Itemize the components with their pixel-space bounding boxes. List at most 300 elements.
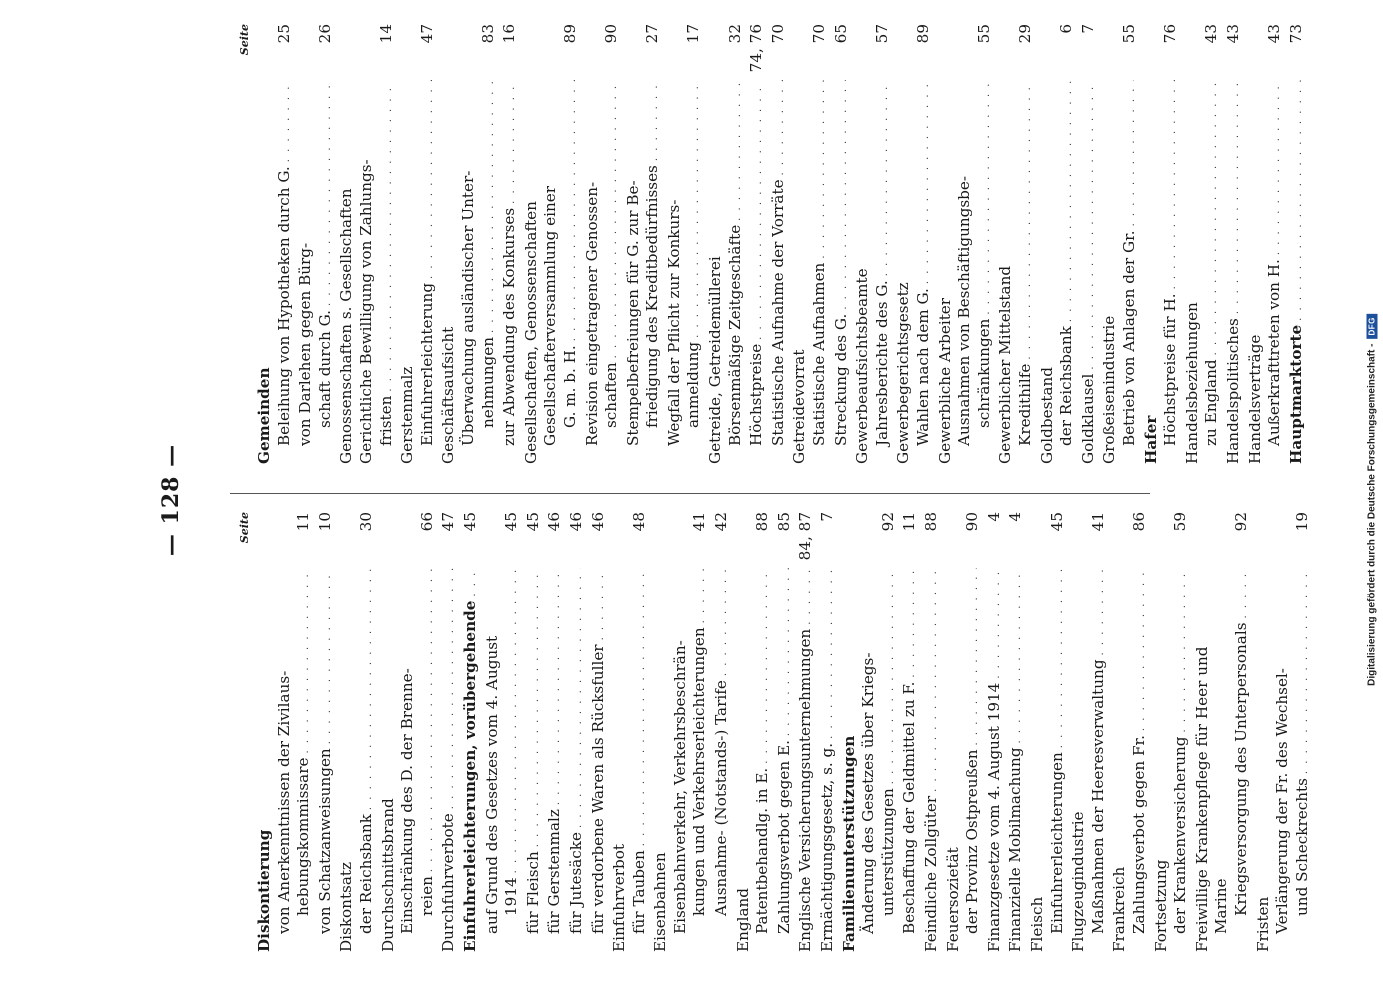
index-entry: [955, 24, 975, 464]
index-entry-page: 70: [768, 24, 787, 44]
index-entry-term: Gerstenmalz: [398, 366, 417, 464]
index-entry: [379, 512, 399, 952]
index-entry: [524, 512, 546, 952]
index-entry-term: Maßnahmen der Heeresverwaltung: [1088, 659, 1107, 934]
index-entry-page: 46: [566, 512, 585, 532]
index-entry: [296, 24, 316, 464]
index-entry: [1057, 24, 1079, 464]
index-entry-page: 19: [1292, 512, 1311, 532]
index-entry-term: Englische Versicherungsunternehmungen: [796, 628, 815, 952]
index-entry: [1293, 512, 1315, 952]
index-entry: [357, 24, 377, 464]
index-entry: [963, 512, 985, 952]
index-entry: [610, 512, 630, 952]
leader-dots: [504, 568, 524, 873]
index-entry: [561, 24, 583, 464]
leader-dots: [798, 568, 818, 625]
index-entry-term: Getreidevorrat: [790, 349, 809, 464]
index-entry-term: für Jutesäcke: [566, 832, 585, 934]
index-entry: [1265, 24, 1287, 464]
leader-dots: [547, 568, 567, 805]
index-entry-term: Geschäftsaufsicht: [439, 326, 458, 464]
index-entry: [567, 512, 589, 952]
index-entry: [859, 512, 879, 952]
leader-dots: [632, 568, 652, 846]
index-entry: [337, 512, 357, 952]
leader-dots: [604, 80, 624, 358]
index-entry-term: Statistische Aufnahmen: [810, 262, 829, 446]
index-entry-term: Hauptmarktorte: [1286, 324, 1305, 464]
index-entry: [522, 24, 542, 464]
index-entry-term: Finanzielle Mobilmachung: [1006, 747, 1025, 952]
index-entry-term: zu England: [1202, 359, 1221, 446]
index-entry-page: 7: [818, 512, 837, 522]
index-entry-page: 89: [914, 24, 932, 44]
index-entry: [1120, 24, 1142, 464]
index-entry-page: 11: [900, 512, 919, 532]
index-entry-page: 45: [523, 512, 542, 532]
index-entry-term: Gewerbliche Arbeiter: [935, 297, 954, 464]
leader-dots: [902, 568, 922, 678]
leader-dots: [987, 568, 1007, 679]
index-entry: [985, 512, 1007, 952]
index-entry-term: der Reichsbank: [1057, 326, 1076, 446]
index-entry-term: Jahresberichte des G.: [872, 280, 891, 446]
index-entry: [1232, 512, 1254, 952]
leader-dots: [318, 80, 338, 306]
leader-dots: [481, 80, 501, 333]
index-entry: [1254, 512, 1274, 952]
index-entry: [790, 24, 810, 464]
leader-dots: [924, 568, 944, 792]
index-column-left: [235, 512, 1314, 952]
leader-dots: [977, 80, 997, 315]
index-entry-term: Durchfuhrverbote: [439, 813, 458, 952]
index-entry-term: Gerichtliche Bewilligung von Zahlungs-: [356, 159, 375, 464]
index-entry: [1069, 512, 1089, 952]
leader-dots: [591, 568, 611, 640]
index-entry-page: 46: [588, 512, 607, 532]
index-entry-term: G. m. b. H.: [560, 345, 579, 428]
index-entry-term: Frankreich: [1110, 866, 1129, 952]
index-entry-term: Flugzeugindustrie: [1069, 811, 1088, 952]
leader-dots: [318, 568, 338, 744]
index-entry-page: 14: [376, 24, 395, 44]
leader-dots: [728, 80, 748, 221]
index-entry-term: Gemeinden: [255, 367, 273, 464]
index-entry-term: Diskontierung: [255, 829, 273, 952]
index-entry-term: Betrieb von Anlagen der Gr.: [1119, 230, 1138, 446]
leader-dots: [916, 80, 936, 284]
leader-dots: [692, 568, 712, 623]
index-entry-term: für Gerstenmalz: [545, 809, 564, 934]
dfg-logo: DFG: [1367, 314, 1378, 338]
index-entry-page: 10: [315, 512, 334, 532]
index-entry: [684, 24, 706, 464]
index-entry: [255, 24, 275, 464]
index-entry: [894, 24, 914, 464]
index-entry-term: der Krankenversicherung: [1171, 736, 1190, 934]
index-entry-page: 85: [774, 512, 793, 532]
index-entry: [1038, 24, 1058, 464]
index-entry: [726, 24, 748, 464]
index-entry-term: Ausnahme- (Notstands-) Tarife: [712, 680, 731, 916]
index-entry-term: Gewerbeaufsichtsbeamte: [853, 268, 872, 464]
index-entry: [1028, 512, 1048, 952]
index-entry-term: Streckung des G.: [831, 313, 850, 446]
index-entry-term: Fleisch: [1027, 896, 1046, 952]
index-entry: [541, 24, 561, 464]
index-entry-page: 66: [417, 512, 436, 532]
leader-dots: [820, 568, 840, 739]
index-entry-term: Finanzgesetze vom 4. August 1914: [984, 682, 1003, 952]
index-entry: [706, 24, 726, 464]
index-entry: [914, 24, 936, 464]
index-entry: [775, 512, 797, 952]
index-column-right: [235, 24, 1308, 464]
index-entry: [1224, 24, 1246, 464]
index-entry: [900, 512, 922, 952]
index-entry-term: Änderung des Gesetzes über Kriegs-: [859, 652, 878, 934]
index-entry: [377, 24, 399, 464]
index-entry-term: der Provinz Ostpreußen: [963, 749, 982, 934]
index-entry-page: 59: [1171, 512, 1190, 532]
index-entry-term: Hafer: [1141, 415, 1160, 464]
index-entry: [853, 24, 873, 464]
index-entry: [671, 512, 691, 952]
leader-dots: [812, 80, 832, 259]
index-entry: [545, 512, 567, 952]
index-entry-term: fristen: [376, 395, 395, 446]
index-entry: [753, 512, 775, 952]
index-entry: [769, 24, 791, 464]
index-entry-page: 16: [500, 24, 519, 44]
index-entry-page: 83: [478, 24, 497, 44]
index-entry-page: 4: [1006, 512, 1025, 522]
index-entry: [275, 512, 295, 952]
leader-dots: [420, 80, 440, 279]
index-entry: [398, 512, 418, 952]
leader-dots: [834, 80, 854, 310]
index-entry-term: Handelsbeziehungen: [1182, 302, 1201, 464]
index-entry-term: Zahlungsverbot gegen E.: [774, 740, 793, 934]
index-entry-page: 92: [1231, 512, 1250, 532]
index-entry: [1161, 24, 1183, 464]
index-entry: [1287, 24, 1309, 464]
index-entry-term: Patentbehandlg. in E.: [753, 767, 772, 934]
index-entry-term: Diskontsatz: [337, 861, 356, 952]
index-entry-page: 48: [629, 512, 648, 532]
leader-dots: [686, 80, 706, 338]
index-entry-term: Einschränkung des D. der Brenne-: [398, 668, 417, 934]
index-entry-page: 17: [684, 24, 703, 44]
index-entry-term: Großeisenindustrie: [1100, 315, 1119, 464]
index-entry: [1016, 24, 1038, 464]
index-entry-page: 30: [356, 512, 375, 532]
index-entry-page: 74, 76: [747, 24, 766, 73]
leader-dots: [777, 568, 797, 736]
column-header-seite: Seite: [238, 24, 251, 56]
index-entry-term: schränkungen: [974, 318, 993, 428]
index-entry-page: 86: [1129, 512, 1148, 532]
index-entry-page: 47: [417, 24, 436, 44]
index-entry: [712, 512, 734, 952]
index-entry-term: schaften: [602, 362, 621, 428]
index-entry-page: 45: [502, 512, 521, 532]
index-entry-term: hebungskommissare: [294, 757, 313, 916]
index-entry-term: Handelspolitisches: [1223, 318, 1242, 464]
index-entry: [747, 24, 769, 464]
leader-dots: [771, 80, 791, 175]
leader-dots: [1132, 568, 1152, 731]
leader-dots: [502, 80, 522, 204]
index-entry-page: 55: [974, 24, 993, 44]
index-entry: [975, 24, 997, 464]
index-entry-term: Kredithilfe: [1015, 363, 1034, 446]
index-entry-term: Statistische Aufnahme der Vorräte: [768, 179, 787, 446]
index-entry: [1079, 24, 1101, 464]
leader-dots: [1226, 80, 1246, 314]
index-entry-term: Getreide, Getreidemüllerei: [706, 256, 725, 464]
index-entry-term: zur Abwendung des Konkurses: [500, 207, 519, 446]
index-entry: [461, 512, 483, 952]
index-entry-page: 25: [274, 24, 293, 44]
index-entry-page: 45: [460, 512, 479, 532]
index-entry-term: Feuersozietät: [943, 847, 962, 952]
index-entry-term: Einfuhrerleichterungen: [1047, 752, 1066, 934]
index-entry-page: 43: [1223, 24, 1242, 44]
index-entry: [439, 24, 459, 464]
column-divider: [230, 493, 1150, 494]
index-entry: [294, 512, 316, 952]
index-entry-term: Verlängerung der Fr. des Wechsel-: [1273, 668, 1292, 934]
index-entry: [832, 24, 854, 464]
index-entry-page: 43: [1265, 24, 1284, 44]
index-entry-term: Wahlen nach dem G.: [914, 288, 932, 446]
index-entry-term: Wegfall der Pflicht zur Konkurs-: [664, 199, 683, 446]
index-entry-term: für Fleisch: [523, 851, 542, 934]
index-entry-term: Ausnahmen von Beschäftigungsbe-: [955, 175, 974, 446]
index-entry-term: 1914: [502, 877, 521, 916]
index-entry-term: Gesellschafterversammlung einer: [541, 185, 560, 446]
index-entry: [502, 512, 524, 952]
index-entry-term: Höchstpreise: [747, 343, 766, 446]
leader-dots: [1050, 568, 1070, 748]
index-entry-term: und Scheckrechts: [1292, 778, 1311, 916]
index-entry-page: 11: [294, 512, 313, 532]
index-entry-term: Revision eingetragener Genossen-: [582, 181, 601, 446]
index-entry: [1100, 24, 1120, 464]
leader-dots: [1081, 80, 1101, 370]
index-entry-page: 29: [1015, 24, 1034, 44]
index-entry: [583, 24, 603, 464]
index-entry-term: Goldbestand: [1037, 366, 1056, 464]
index-entry: [1212, 512, 1232, 952]
index-entry-page: 76: [1161, 24, 1180, 44]
leader-dots: [645, 80, 665, 161]
index-entry-term: Beleihung von Hypotheken durch G.: [274, 166, 293, 446]
leader-dots: [359, 568, 379, 810]
index-entry: [1246, 24, 1266, 464]
index-entry: [1142, 24, 1162, 464]
index-page: [100, 0, 1311, 1000]
index-entry: [1130, 512, 1152, 952]
index-entry-page: 41: [1088, 512, 1107, 532]
leader-dots: [526, 568, 546, 847]
leader-dots: [420, 568, 440, 872]
column-header-seite: Seite: [238, 512, 251, 544]
leader-dots: [965, 568, 985, 746]
index-entry-page: 65: [831, 24, 850, 44]
index-entry-term: Einfuhrerleichterung: [417, 282, 436, 446]
index-entry: [796, 512, 818, 952]
leader-dots: [569, 568, 589, 828]
index-entry: [1171, 512, 1193, 952]
index-entry-term: Zahlungsverbot gegen Fr.: [1129, 735, 1148, 934]
index-entry-term: Überwachung ausländischer Unter-: [458, 170, 477, 446]
index-entry-term: für Tauben: [629, 850, 648, 934]
index-entry-term: Gewerblicher Mittelstand: [996, 265, 1015, 464]
index-entry-term: reien: [417, 876, 436, 916]
index-entry-term: kungen und Verkehrserleichterungen: [690, 627, 709, 916]
index-entry-term: Außerkrafttreten von H.: [1265, 259, 1284, 446]
index-entry: [651, 512, 671, 952]
leader-dots: [296, 568, 316, 754]
index-entry: [690, 512, 712, 952]
index-entry-page: 26: [315, 24, 334, 44]
index-entry: [255, 512, 275, 952]
index-entry-page: 57: [872, 24, 891, 44]
index-entry-term: Familienunterstützungen: [839, 735, 858, 952]
leader-dots: [379, 80, 399, 392]
index-entry: [810, 24, 832, 464]
index-entry-page: 4: [984, 512, 1003, 522]
index-entry-page: 46: [545, 512, 564, 532]
index-entry: [316, 24, 338, 464]
digitization-credit-text: Digitalisierung gefördert durch die Deutsche Forschungsgemeinschaft -: [1366, 343, 1378, 686]
index-entry: [483, 512, 503, 952]
leader-dots: [714, 568, 734, 676]
index-entry: [936, 24, 956, 464]
index-entry-page: 92: [878, 512, 897, 532]
index-entry-term: nehmungen: [478, 336, 497, 428]
index-entry: [665, 24, 685, 464]
index-entry-page: 41: [690, 512, 709, 532]
index-entry: [944, 512, 964, 952]
index-entry: [439, 512, 461, 952]
index-entry: [316, 512, 338, 952]
index-entry-page: 27: [643, 24, 662, 44]
index-entry: [459, 24, 479, 464]
index-entry: [1110, 512, 1130, 952]
index-entry: [418, 24, 440, 464]
index-entry-term: von Schatzanweisungen: [315, 748, 334, 934]
index-entry-page: 90: [963, 512, 982, 532]
index-entry-term: Durchschnittsbrand: [378, 798, 397, 952]
index-entry-term: Feindliche Zollgüter: [922, 795, 940, 952]
index-entry-term: friedigung des Kreditbedürfnisses: [643, 165, 662, 428]
index-entry-term: unterstützungen: [878, 788, 897, 916]
index-entry-term: Gesellschaften, Genossenschaften: [521, 201, 540, 464]
index-entry: [1183, 24, 1203, 464]
index-entry-page: 47: [439, 512, 458, 532]
digitization-credit: [1367, 314, 1378, 686]
index-entry: [479, 24, 501, 464]
index-entry-page: 73: [1286, 24, 1305, 44]
leader-dots: [1173, 568, 1193, 732]
index-entry-page: 89: [560, 24, 579, 44]
leader-dots: [875, 80, 895, 276]
index-entry-term: Höchstpreise für H.: [1161, 293, 1180, 446]
index-entry-term: auf Grund des Gesetzes vom 4. August: [482, 635, 501, 934]
index-entry-term: für verdorbene Waren als Rücksfuller: [588, 644, 607, 934]
page-number: — 128 —: [158, 443, 184, 557]
index-entry: [418, 512, 440, 952]
leader-dots: [881, 568, 901, 784]
leader-dots: [1295, 568, 1315, 774]
index-entry-term: Freiwillige Krankenpflege für Heer und: [1192, 646, 1211, 952]
index-entry: [602, 24, 624, 464]
index-entry: [275, 24, 297, 464]
leader-dots: [1267, 80, 1287, 255]
index-entry-term: Einfuhrverbot: [610, 844, 629, 952]
leader-dots: [1289, 80, 1309, 321]
index-entry-term: von Anerkenntnissen der Zivilaus-: [274, 670, 293, 934]
index-entry-term: Gewerbegerichtsgesetz: [894, 282, 913, 464]
index-entry-term: Goldklausel: [1078, 373, 1097, 464]
leader-dots: [1018, 80, 1038, 360]
index-entry-page: 70: [810, 24, 829, 44]
index-entry-term: Börsenmäßige Zeitgeschäfte: [725, 224, 744, 446]
index-entry-term: Genossenschaften s. Gesellschaften: [337, 188, 356, 464]
index-entry-term: Kriegsversorgung des Unterpersonals: [1231, 622, 1250, 916]
index-entry: [630, 512, 652, 952]
leader-dots: [1122, 80, 1142, 226]
index-entry: [873, 24, 895, 464]
index-entry-page: 7: [1078, 24, 1097, 34]
leader-dots: [749, 80, 769, 340]
index-entry: [1193, 512, 1213, 952]
index-entry: [1202, 24, 1224, 464]
index-entry: [1089, 512, 1111, 952]
index-entry: [1152, 512, 1172, 952]
leader-dots: [563, 80, 583, 341]
index-entry-page: 88: [753, 512, 772, 532]
index-entry-page: 84, 87: [796, 512, 815, 561]
leader-dots: [1091, 568, 1111, 655]
index-entry-term: der Reichsbank: [356, 814, 375, 934]
index-entry: [357, 512, 379, 952]
leader-dots: [1234, 568, 1254, 619]
index-entry: [818, 512, 840, 952]
index-entry: [922, 512, 944, 952]
index-entry-page: 90: [602, 24, 621, 44]
index-entry-term: Fristen: [1253, 896, 1272, 952]
leader-dots: [441, 568, 461, 809]
leader-dots: [1204, 80, 1224, 355]
index-entry: [840, 512, 860, 952]
leader-dots: [1059, 80, 1079, 322]
leader-dots: [463, 568, 483, 597]
index-entry: [996, 24, 1016, 464]
index-entry-term: von Darlehen gegen Bürg-: [296, 242, 315, 446]
index-entry: [734, 512, 754, 952]
index-entry-term: Eisenbahnverkehr, Verkehrsbeschrän-: [670, 640, 689, 934]
index-entry: [500, 24, 522, 464]
leader-dots: [755, 568, 775, 764]
index-entry: [337, 24, 357, 464]
leader-dots: [1008, 568, 1028, 743]
